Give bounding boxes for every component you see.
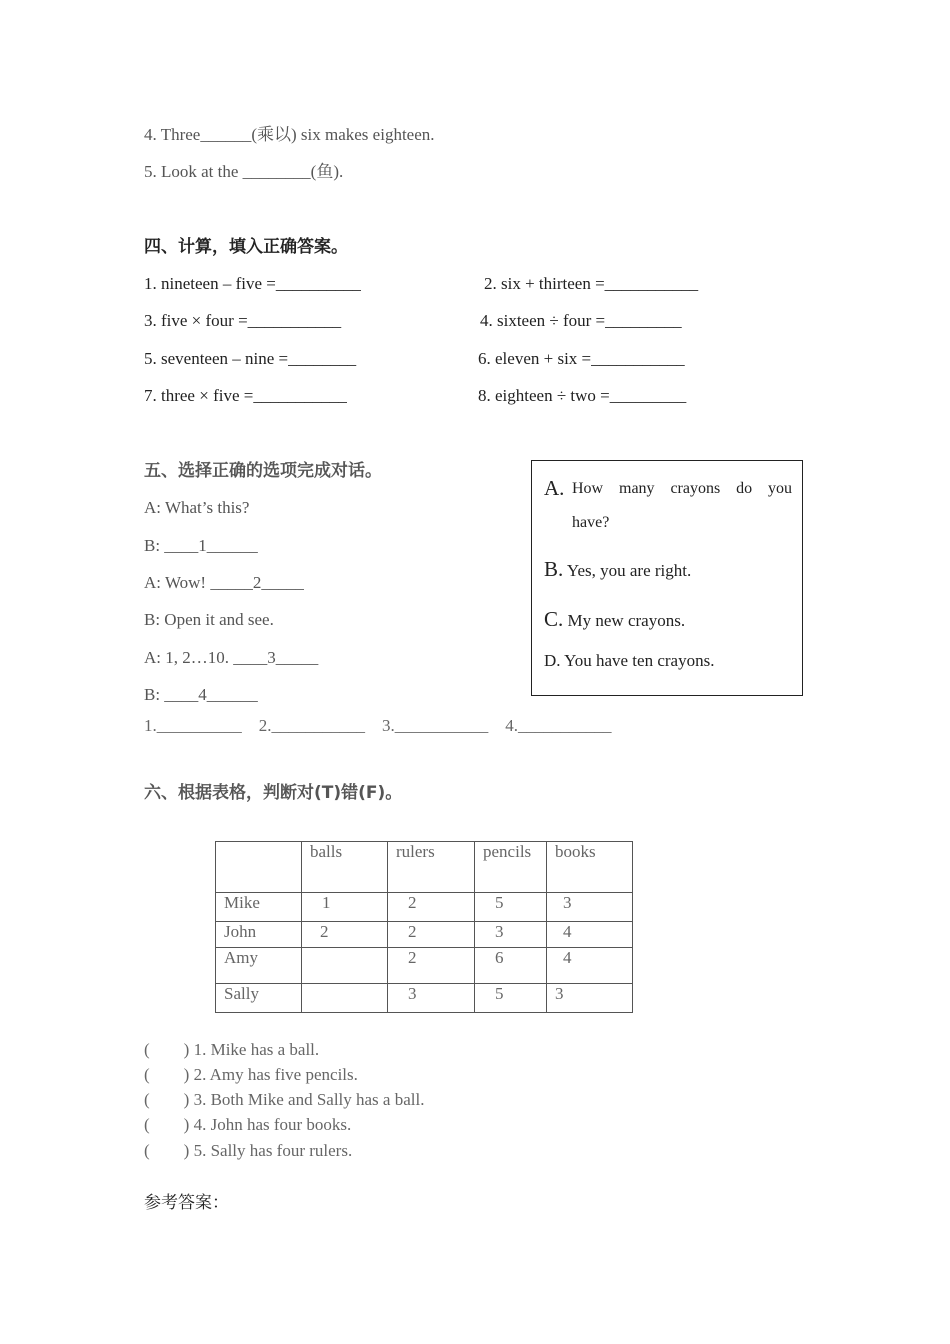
calc-item-6: 6. eleven + six =___________ <box>478 349 685 368</box>
dialogue-line-4: B: Open it and see. <box>144 610 274 629</box>
calc-item-1: 1. nineteen – five =__________ <box>144 274 361 293</box>
answer-blanks: 1.__________ 2.___________ 3.___________ 4.___________ <box>144 716 612 735</box>
table-header-cell: rulers <box>388 842 475 893</box>
question-5: 5. Look at the ________(鱼). <box>144 162 344 181</box>
option-c <box>544 607 685 632</box>
table-cell: Sally <box>216 984 302 1013</box>
answers-title: 参考答案： <box>144 1193 229 1213</box>
calc-item-4: 4. sixteen ÷ four =_________ <box>480 311 682 330</box>
table-row <box>216 984 633 1013</box>
table-cell: 2 <box>388 948 475 984</box>
table-header-cell: balls <box>302 842 388 893</box>
table-header-row <box>216 842 633 893</box>
table-cell: John <box>216 922 302 948</box>
option-b-text: Yes, you are right. <box>566 561 692 580</box>
table-cell: 3 <box>547 893 633 922</box>
table-header-cell <box>216 842 302 893</box>
option-a-word-1: How <box>572 480 604 497</box>
option-a-word-5: you <box>767 480 792 497</box>
table-cell: 4 <box>547 948 633 984</box>
table-cell: 5 <box>475 893 547 922</box>
dialogue-line-1: A: What’s this? <box>144 498 250 517</box>
table-cell: 2 <box>302 922 388 948</box>
table-cell: 3 <box>475 922 547 948</box>
option-a-word-3: crayons <box>670 480 721 497</box>
option-b <box>544 557 691 582</box>
calc-item-7: 7. three × five =___________ <box>144 386 347 405</box>
table-cell: 4 <box>547 922 633 948</box>
option-c-text: My new crayons. <box>567 611 686 630</box>
option-a-letter: A. <box>544 476 565 500</box>
calc-item-5: 5. seventeen – nine =________ <box>144 349 357 368</box>
table-cell: 2 <box>388 922 475 948</box>
option-a-word-2: many <box>619 480 655 497</box>
calc-item-3: 3. five × four =___________ <box>144 311 342 330</box>
statement-5: ( ) 5. Sally has four rulers. <box>144 1141 353 1160</box>
dialogue-line-5: A: 1, 2…10. ____3_____ <box>144 648 319 667</box>
table-cell: 6 <box>475 948 547 984</box>
table-cell: 2 <box>388 893 475 922</box>
table-cell: 3 <box>388 984 475 1013</box>
dialogue-line-3: A: Wow! _____2_____ <box>144 573 304 592</box>
table-cell: 3 <box>547 984 633 1013</box>
table-header-cell: books <box>547 842 633 893</box>
option-a-continued: have? <box>572 514 610 531</box>
section-5-title: 五、选择正确的选项完成对话。 <box>144 461 382 481</box>
table-row <box>216 948 633 984</box>
table-cell: 1 <box>302 893 388 922</box>
section-6-title: 六、根据表格，判断对(T)错(F)。 <box>144 783 403 803</box>
data-table <box>215 841 633 1013</box>
calc-item-8: 8. eighteen ÷ two =_________ <box>478 386 687 405</box>
table-row <box>216 922 633 948</box>
option-c-letter: C. <box>544 607 564 631</box>
table-cell: 5 <box>475 984 547 1013</box>
option-d: D. You have ten crayons. <box>544 651 715 670</box>
statement-2: ( ) 2. Amy has five pencils. <box>144 1065 358 1084</box>
table-cell: Amy <box>216 948 302 984</box>
dialogue-line-6: B: ____4______ <box>144 685 258 704</box>
table-cell <box>302 948 388 984</box>
table-cell <box>302 984 388 1013</box>
dialogue-line-2: B: ____1______ <box>144 536 258 555</box>
section-4-title: 四、计算，填入正确答案。 <box>144 237 348 257</box>
table-row <box>216 893 633 922</box>
option-a-text <box>572 480 792 498</box>
option-a-word-4: do <box>736 480 753 497</box>
calc-item-2: 2. six + thirteen =___________ <box>484 274 699 293</box>
option-b-letter: B. <box>544 557 564 581</box>
statement-4: ( ) 4. John has four books. <box>144 1115 352 1134</box>
table-header-cell: pencils <box>475 842 547 893</box>
table-cell: Mike <box>216 893 302 922</box>
statement-3: ( ) 3. Both Mike and Sally has a ball. <box>144 1090 425 1109</box>
question-4: 4. Three______(乘以) six makes eighteen. <box>144 125 435 144</box>
statement-1: ( ) 1. Mike has a ball. <box>144 1040 320 1059</box>
